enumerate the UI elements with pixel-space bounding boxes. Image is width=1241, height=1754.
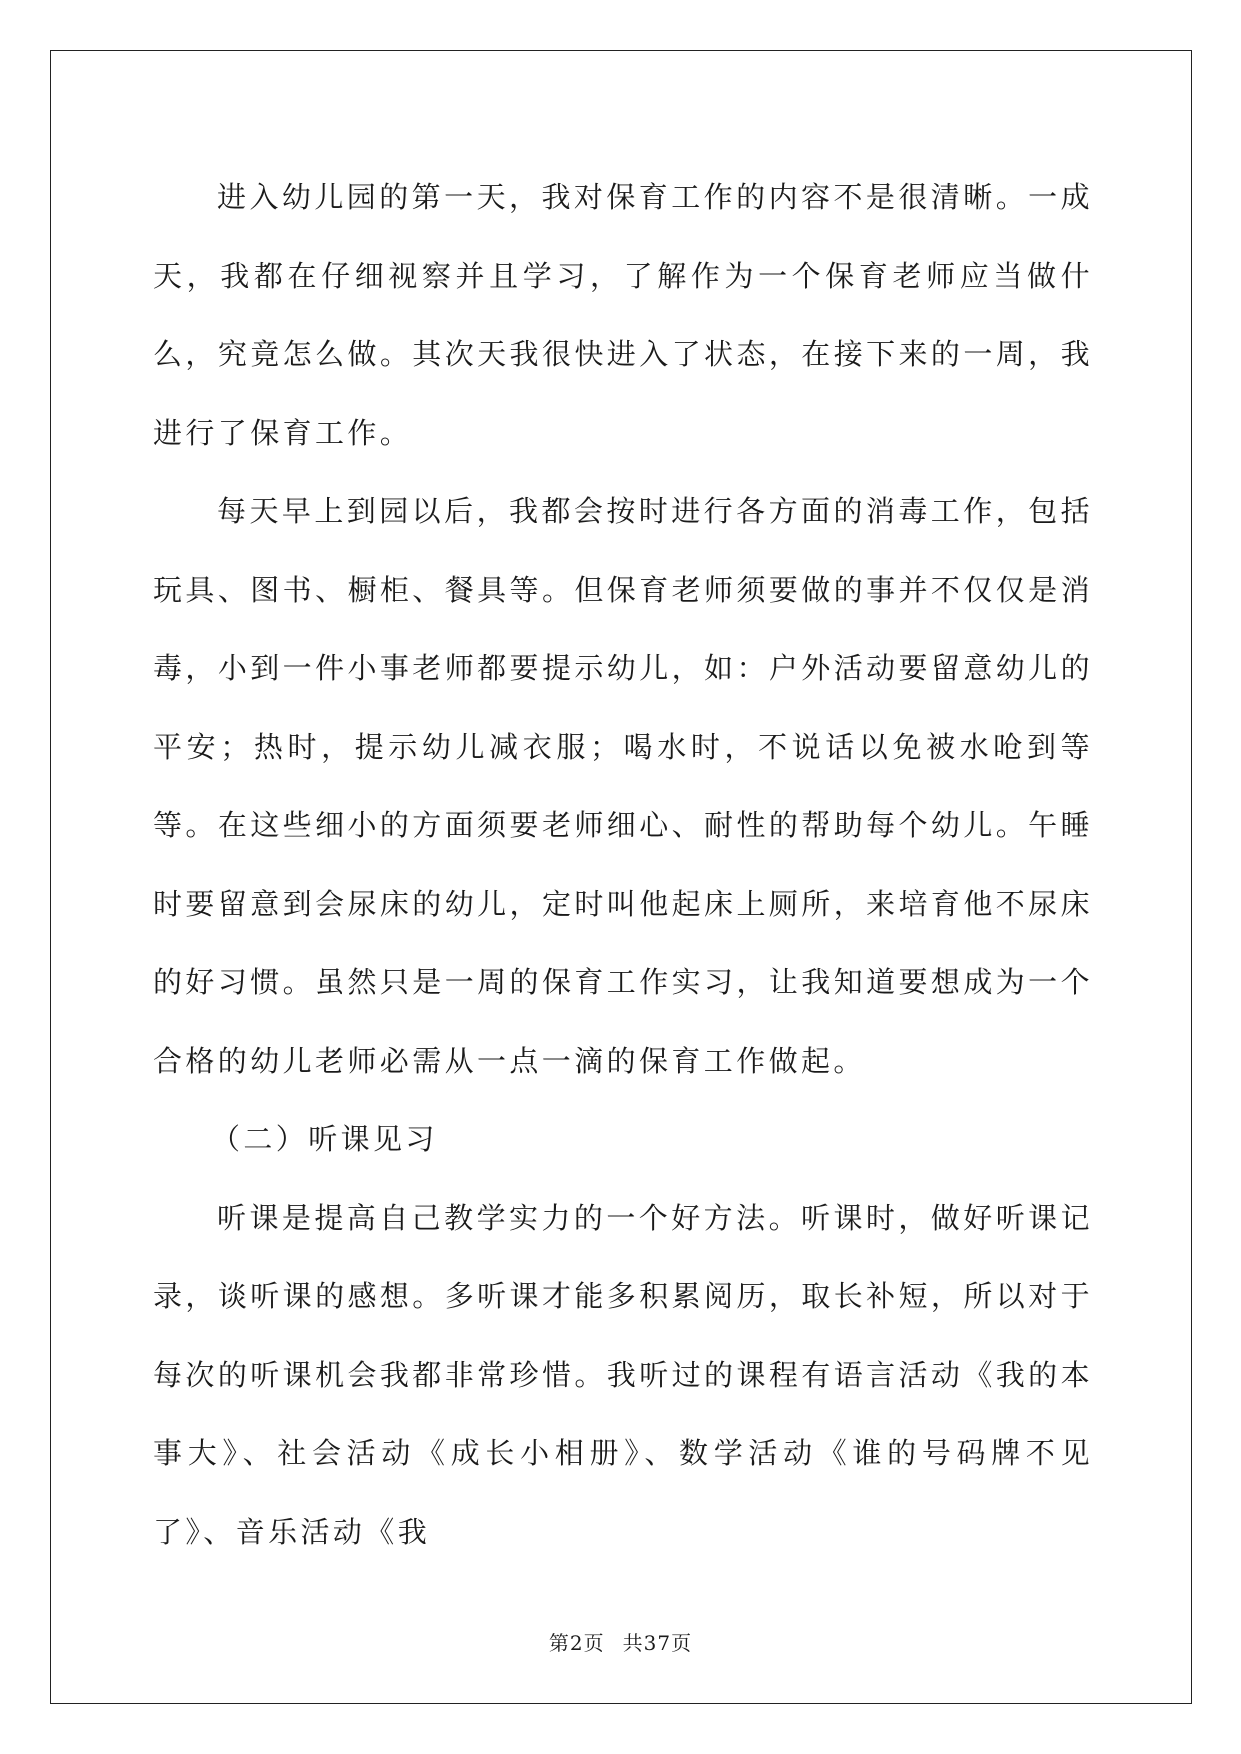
paragraph-first-day: 进入幼儿园的第一天，我对保育工作的内容不是很清晰。一成天，我都在仔细视察并且学习，了解作为一个保育老师应当做什么，究竟怎么做。其次天我很快进入了状态，在接下来的一周，我进行了保育工作。: [153, 180, 1093, 450]
total-page-count: 共37页: [622, 1631, 693, 1655]
document-body: [153, 158, 1093, 1571]
paragraph-daily-work: 每天早上到园以后，我都会按时进行各方面的消毒工作，包括玩具、图书、橱柜、餐具等。但保育老师须要做的事并不仅仅是消毒，小到一件小事老师都要提示幼儿，如：户外活动要留意幼儿的平安；热时，提示幼儿减衣服；喝水时，不说话以免被水呛到等等。在这些细小的方面须要老师细心、耐性的帮助每个幼儿。午睡时要留意到会尿床的幼儿，定时叫他起床上厕所，来培育他不尿床的好习惯。虽然只是一周的保育工作实习，让我知道要想成为一个合格的幼儿老师必需从一点一滴的保育工作做起。: [153, 494, 1093, 1078]
page-footer: [0, 1627, 1241, 1656]
paragraph-lecture-listening: 听课是提高自己教学实力的一个好方法。听课时，做好听课记录，谈听课的感想。多听课才能多积累阅历，取长补短，所以对于每次的听课机会我都非常珍惜。我听过的课程有语言活动《我的本事大》、社会活动《成长小相册》、数学活动《谁的号码牌不见了》、音乐活动《我: [153, 1200, 1093, 1549]
section-heading-lecture-observation: （二）听课见习: [211, 1122, 438, 1156]
current-page-number: 第2页: [548, 1631, 605, 1655]
